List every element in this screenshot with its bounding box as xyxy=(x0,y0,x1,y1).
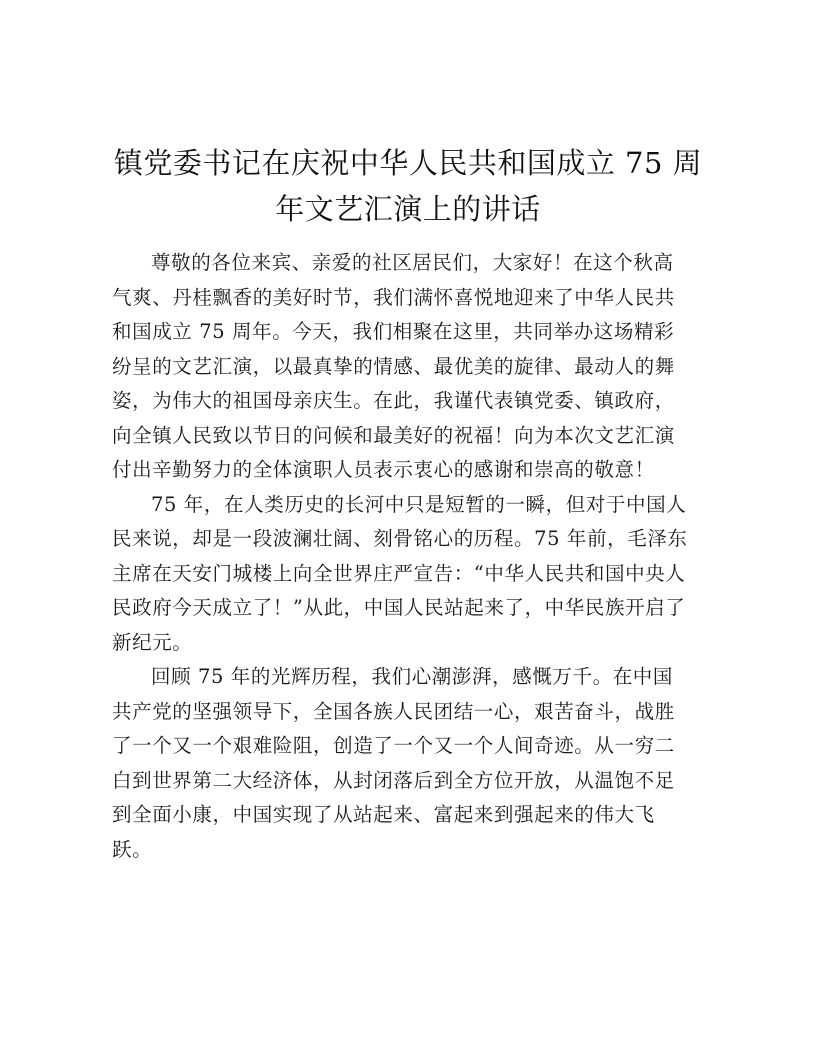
text-line: 和国成立 75 周年。今天，我们相聚在这里，共同举办这场精彩 xyxy=(112,320,675,343)
text-line: 了一个又一个艰难险阻，创造了一个又一个人间奇迹。从一穷二 xyxy=(112,734,675,757)
text-line: 共产党的坚强领导下，全国各族人民团结一心，艰苦奋斗，战胜 xyxy=(112,699,675,723)
text-line: 气爽、丹桂飘香的美好时节，我们满怀喜悦地迎来了中华人民共 xyxy=(112,285,675,309)
text-line: 姿，为伟大的祖国母亲庆生。在此，我谨代表镇党委、镇政府， xyxy=(112,389,675,412)
text-line: 白到世界第二大经济体，从封闭落后到全方位开放，从温饱不足 xyxy=(112,768,675,792)
title-line: 镇党委书记在庆祝中华人民共和国成立 75 周 xyxy=(113,146,703,180)
paragraph-greeting xyxy=(112,246,710,488)
text-line: 付出辛勤努力的全体演职人员表示衷心的感谢和崇高的敬意！ xyxy=(112,458,655,481)
text-line: 回顾 75 年的光辉历程，我们心潮澎湃，感慨万千。在中国 xyxy=(151,665,674,688)
text-line: 75 年，在人类历史的长河中只是短暂的一瞬，但对于中国人 xyxy=(151,492,687,516)
text-line: 纷呈的文艺汇演，以最真挚的情感、最优美的旋律、最动人的舞 xyxy=(112,354,675,378)
document-body xyxy=(112,246,710,867)
text-line: 到全面小康，中国实现了从站起来、富起来到强起来的伟大飞 xyxy=(112,803,655,826)
document-title xyxy=(100,140,716,232)
text-line: 向全镇人民致以节日的问候和最美好的祝福！向为本次文艺汇演 xyxy=(112,423,675,447)
paragraph-review xyxy=(112,660,710,867)
text-line: 新纪元。 xyxy=(112,630,193,654)
text-line: 民政府今天成立了！”从此，中国人民站起来了，中华民族开启了 xyxy=(112,596,686,619)
text-line: 跃。 xyxy=(112,837,153,861)
paragraph-history xyxy=(112,488,710,661)
title-line: 年文艺汇演上的讲话 xyxy=(275,192,541,226)
text-line: 民来说，却是一段波澜壮阔、刻骨铭心的历程。75 年前，毛泽东 xyxy=(112,527,688,550)
text-line: 主席在天安门城楼上向全世界庄严宣告：“中华人民共和国中央人 xyxy=(112,561,686,585)
text-line: 尊敬的各位来宾、亲爱的社区居民们，大家好！在这个秋高 xyxy=(151,251,674,274)
